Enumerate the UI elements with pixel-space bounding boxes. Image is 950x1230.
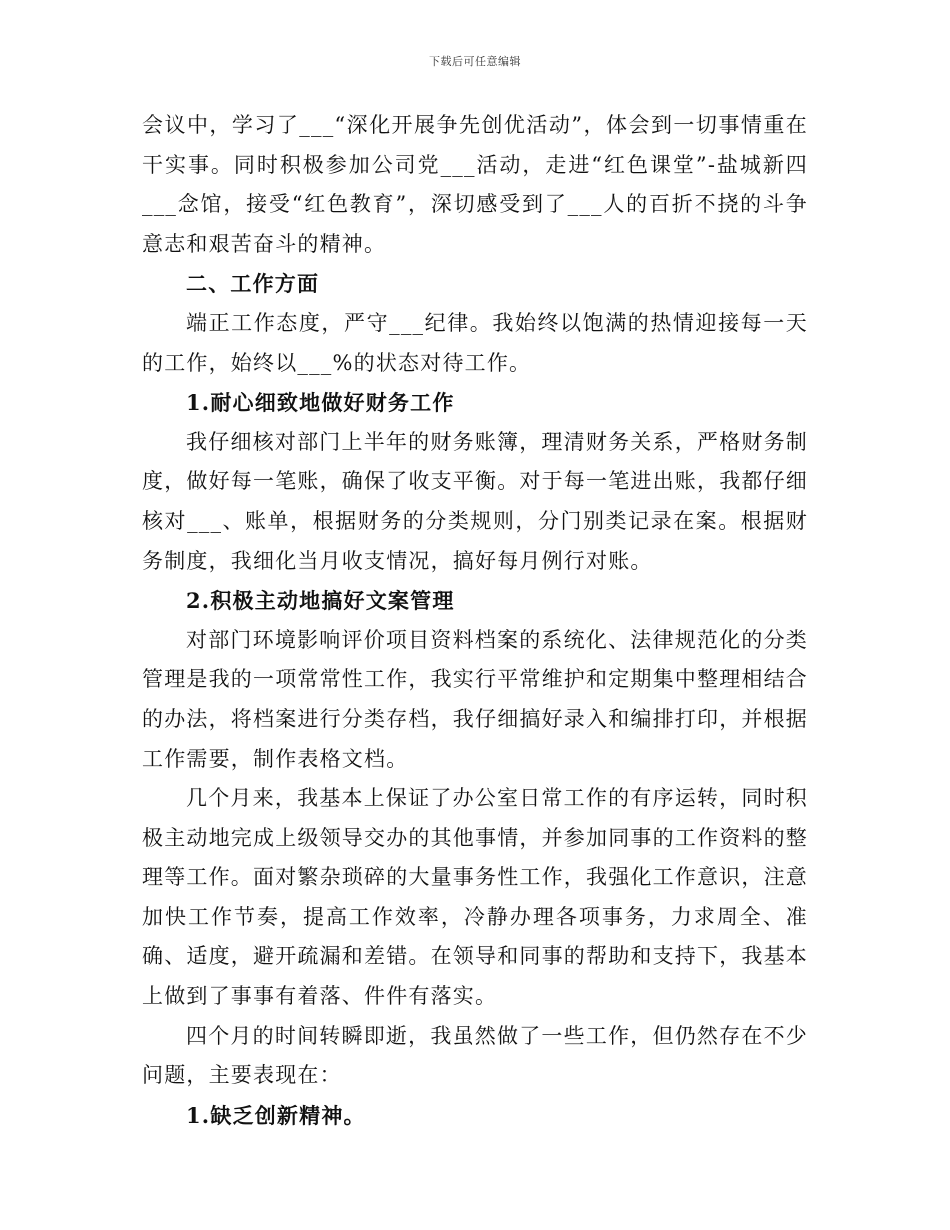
paragraph-attitude: 端正工作态度，严守___纪律。我始终以饱满的热情迎接每一天的工作，始终以___%的状态对待工作。 <box>142 310 808 375</box>
paragraph-meeting: 会议中，学习了___“深化开展争先创优活动”，体会到一切事情重在干实事。同时积极参加公司党___活动，走进“红色课堂”-盐城新四___念馆，接受“红色教育”，深切感受到了___人的百折不挠的斗争意志和艰苦奋斗的精神。 <box>142 113 808 256</box>
paragraph-finance: 我仔细核对部门上半年的财务账簿，理清财务关系，严格财务制度，做好每一笔账，确保了收支平衡。对于每一笔进出账，我都仔细核对___、账单，根据财务的分类规则，分门别类记录在案。根据财务制度，我细化当月收支情况，搞好每月例行对账。 <box>142 429 808 573</box>
paragraph-documents: 对部门环境影响评价项目资料档案的系统化、法律规范化的分类管理是我的一项常常性工作，我实行平常维护和定期集中整理相结合的办法，将档案进行分类存档，我仔细搞好录入和编排打印，并根据工作需要，制作表格文档。 <box>142 627 808 771</box>
subheading-innovation: 1.缺乏创新精神。 <box>186 1102 366 1128</box>
subheading-documents: 2.积极主动地搞好文案管理 <box>186 588 455 614</box>
paragraph-summary: 几个月来，我基本上保证了办公室日常工作的有序运转，同时积极主动地完成上级领导交办的其他事情，并参加同事的工作资料的整理等工作。面对繁杂琐碎的大量事务性工作，我强化工作意识，注意加快工作节奏，提高工作效率，冷静办理各项事务，力求周全、准确、适度，避开疏漏和差错。在领导和同事的帮助和支持下，我基本上做到了事事有着落、件件有落实。 <box>142 786 808 1009</box>
document-body <box>142 106 808 1135</box>
paragraph-problems: 四个月的时间转瞬即逝，我虽然做了一些工作，但仍然存在不少问题，主要表现在： <box>142 1023 808 1088</box>
section-heading-work: 二、工作方面 <box>186 271 320 297</box>
subheading-finance: 1.耐心细致地做好财务工作 <box>186 390 455 416</box>
page-header: 下载后可任意编辑 <box>429 55 521 68</box>
